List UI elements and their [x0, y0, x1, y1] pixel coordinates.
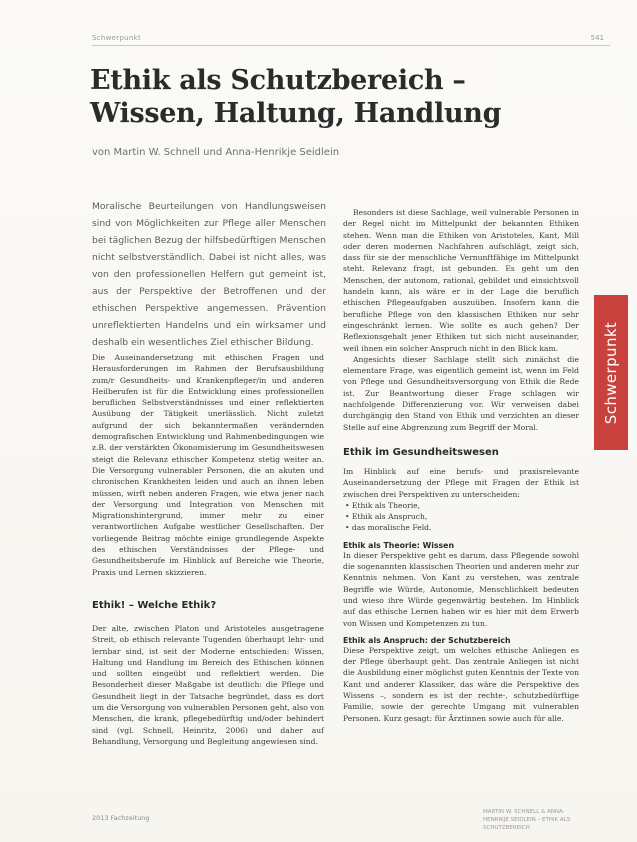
list-item: • Ethik als Theorie, — [345, 500, 579, 511]
body-paragraph: In dieser Perspektive geht es darum, dass Pflegende sowohl die sogenannten klassischen Theorien und anderen mehr zur Kenntnis nehmen. Von Kant zu verstehen, was zentrale Begriffe wie Würde, Autonomie, Menschlichkeit bedeuten und wieso ihre Würde gegenwärtig bestehen. Im Hinblick auf das ethische Lernen haben wir es hier mit dem Erwerb von Wissen und Kompetenzen zu tun. — [343, 550, 579, 628]
section-heading-gesundheitswesen: Ethik im Gesundheitswesen — [343, 446, 499, 458]
article-title-line-2: Wissen, Haltung, Handlung — [90, 98, 502, 129]
section-tab-label: Schwerpunkt — [602, 321, 620, 424]
list-item: • das moralische Feld. — [345, 522, 579, 533]
article-title-line-1: Ethik als Schutzbereich – — [90, 65, 466, 96]
list-item: • Ethik als Anspruch, — [345, 511, 579, 522]
left-column — [92, 352, 324, 747]
article-title — [90, 64, 510, 130]
right-column — [343, 207, 579, 724]
footer-left: 2013 Fachzeitung — [92, 814, 150, 822]
body-paragraph: Im Hinblick auf eine berufs- und praxisrelevante Auseinandersetzung der Pflege mit Fragen der Ethik ist zwischen drei Perspektiven zu unterscheiden: — [343, 466, 579, 499]
article-authors: von Martin W. Schnell und Anna-Henrikje Seidlein — [92, 147, 340, 158]
lead-paragraph: Moralische Beurteilungen von Handlungsweisen sind von Möglichkeiten zur Pflege aller Menschen bei täglichen Bezug der hilfsbedürftigen Menschen nicht selbstverständlich. Dabei ist nicht alles, was von den professionellen Helfern gut gemeint ist, aus der Perspektive der Betroffenen und der ethischen Perspektive angemessen. Prävention unreflektierten Handelns und ein wirksamer und deshalb ein wesentliches Ziel ethischer Bildung. — [92, 201, 326, 348]
header-rule — [92, 45, 610, 46]
footer-right: MARTIN W. SCHNELL & ANNA-HENRIKJE SEIDLEIN – ETHIK ALS SCHUTZBEREICH — [483, 809, 571, 831]
body-paragraph: Diese Perspektive zeigt, um welches ethische Anliegen es der Pflege überhaupt geht. Das zentrale Anliegen ist nicht die Ausbildung einer möglichst guten Kenntnis der Texte von Kant und anderer Klassiker, das wäre die Perspektive des Wissens –, sondern es ist der rechte-, schutzbedürftige Familie, sowie der gerechte Umgang mit vulnerablen Personen. Kurz gesagt: für Ärztinnen sowie auch für alle. — [343, 645, 579, 723]
perspectives-list — [343, 500, 579, 534]
body-paragraph: Der alte, zwischen Platon und Aristoteles ausgetragene Streit, ob ethisch relevante Tugenden überhaupt lehr- und lernbar sind, ist seit der Moderne entschieden: Wissen, Haltung und Handlung im Bereich des Ethischen können und sollten eingeübt und reflektiert werden. Die Besonderheit dieser Maßgabe ist deutlich: die Pflege und Gesundheit liegt in der Tatsache begründet, dass es dort um die Versorgung von vulnerablen Personen geht, also von Menschen, die krank, pflegebedürftig und/oder behindert sind (vgl. Schnell, Heinritz, 2006) und daher auf Behandlung, Versorgung und Begleitung angewiesen sind. — [92, 623, 324, 746]
body-paragraph: Die Auseinandersetzung mit ethischen Fragen und Herausforderungen im Rahmen der Berufsausbildung zum/r Gesundheits- und Krankenpfleger/in und anderen Heilberufen ist für die Entwicklung eines professionellen beruflichen Selbstverständnisses und einer reflektierten Ausübung der Tätigkeit unerlässlich. Nicht zuletzt aufgrund der sich bekanntermaßen verändernden demografischen Entwicklung und Rahmenbedingungen wie z.B. der verstärkten Ökonomisierung im Gesundheitswesen steigt die Relevanz ethischer Kompetenz stetig weiter an. Die Versorgung vulnerabler Personen, die an akuten und chronischen Krankheiten leiden und auch an ihnen leben müssen, wirft neben anderen Fragen, wie etwa jener nach der Versorgung und Integration von Menschen mit Migrationshintergrund, immer mehr zu einer verantwortlichen Aufgabe westlicher Gesellschaften. Der vorliegende Beitrag möchte einige grundlegende Aspekte des ethischen Verständnisses der Pflege- und Gesundheitsberufe im Hinblick auf Bereiche wie Theorie, Praxis und Lernen skizzieren. — [92, 353, 324, 577]
body-paragraph: Angesichts dieser Sachlage stellt sich zunächst die elementare Frage, was eigentlich gemeint ist, wenn im Feld von Pflege und Gesundheitsversorgung von Ethik die Rede ist. Zur Beantwortung dieser Frage schlagen wir nachfolgende Differenzierung vor. Wir verweisen dabei durchgängig den Stand von Ethik und verzichten an dieser Stelle auf eine Abgrenzung zum Begriff der Moral. — [343, 354, 579, 432]
subheading-anspruch: Ethik als Anspruch: der Schutzbereich — [343, 635, 511, 645]
body-paragraph: Besonders ist diese Sachlage, weil vulnerable Personen in der Regel nicht im Mittelpunkt der bekannten Ethiken stehen. Wenn man die Ethiken von Aristoteles, Kant, Mill oder deren modernen Nachfahren aufschlägt, zeigt sich, dass für sie der menschliche Vernunftfähige im Mittelpunkt steht. Relevanz fragt, ist gebunden. Es geht um den Menschen, der autonom, rational, gebildet und einsichtsvoll handeln kann, als wäre er in der Lage die beruflich ethischen Pflegeaufgaben auszuüben. Insofern kann die berufliche Pflege von den klassischen Ethiken nur sehr eingeschränkt lernen. Wie sollte es auch gehen? Der Reflexionsgehalt jener Ethiken tut sich nicht auseinander, weil ihnen ein solcher Anspruch nicht in den Blick kam. — [343, 208, 579, 353]
page-number: 541 — [590, 34, 604, 42]
section-heading-ethik: Ethik! – Welche Ethik? — [92, 599, 217, 611]
running-header-section: Schwerpunkt — [92, 34, 142, 42]
section-tab — [594, 295, 628, 450]
subheading-theorie: Ethik als Theorie: Wissen — [343, 540, 455, 550]
